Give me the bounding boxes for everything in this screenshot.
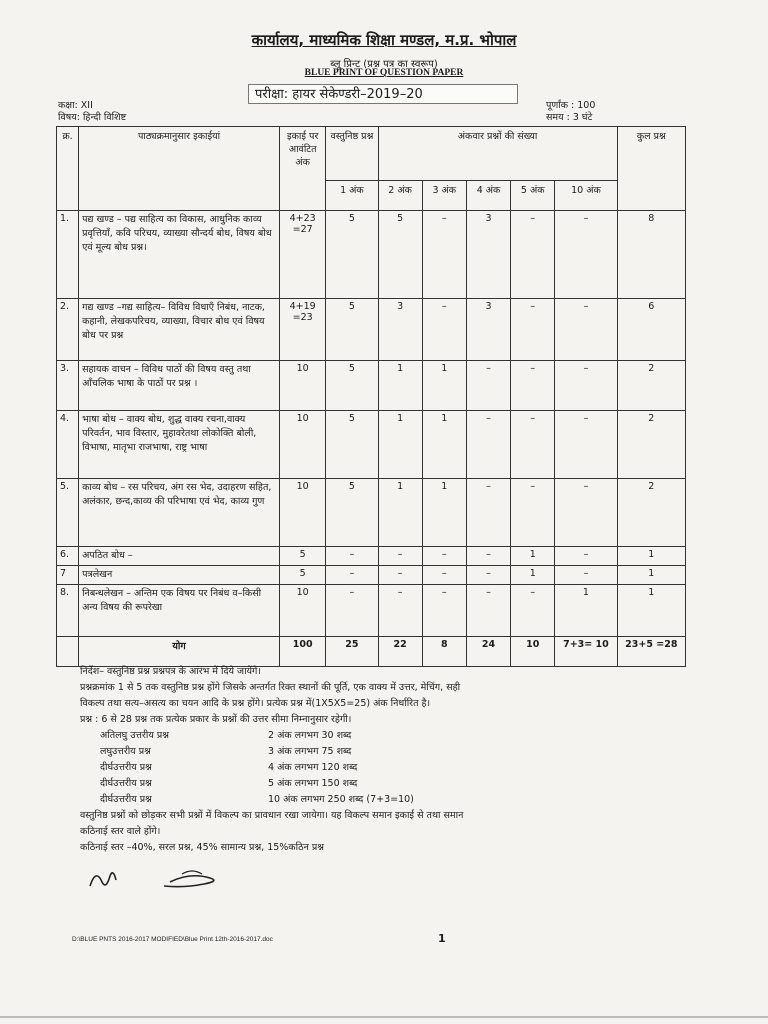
scan-edge-divider	[0, 1016, 768, 1018]
row-m2: –	[378, 585, 422, 637]
row-m5: 1	[511, 547, 555, 566]
row-m5: –	[511, 299, 555, 361]
office-title: कार्यालय, माध्यमिक शिक्षा मण्डल, म.प्र. भोपाल	[251, 31, 517, 49]
table-row	[57, 479, 686, 547]
row-marks: 10	[280, 585, 326, 637]
row-sno: 8.	[57, 585, 79, 637]
question-type: लघुउत्तरीय प्रश्न	[100, 746, 151, 757]
note-line: कठिनाई स्तर वाले होंगे।	[80, 826, 161, 837]
table-row	[57, 585, 686, 637]
row-marks: 4+19 =23	[280, 299, 326, 361]
row-m5: –	[511, 411, 555, 479]
length-spec: 10 अंक लगभग 250 शब्द (7+3=10)	[268, 794, 414, 805]
instructions	[80, 664, 720, 856]
question-type: दीर्घउत्तरीय प्रश्न	[100, 794, 152, 805]
row-m3: 1	[422, 411, 466, 479]
file-path: D:\BLUE PNTS 2016-2017 MODIFIED\Blue Print 12th-2016-2017.doc	[72, 936, 273, 943]
row-sno: 5.	[57, 479, 79, 547]
table-row	[57, 299, 686, 361]
row-m3: –	[422, 211, 466, 299]
m4-header: 4 अंक	[466, 181, 510, 211]
marks-wise-header: अंकवार प्रश्नों की संख्या	[378, 127, 617, 181]
table-row	[57, 411, 686, 479]
row-m1: –	[326, 547, 378, 566]
objective-header: वस्तुनिष्ठ प्रश्न	[326, 127, 378, 181]
row-m4: –	[466, 411, 510, 479]
m1-header: 1 अंक	[326, 181, 378, 211]
row-unit: सहायक वाचन – विविध पाठों की विषय वस्तु तथा आँचलिक भाषा के पाठों पर प्रश्न ।	[79, 361, 280, 411]
question-type: दीर्घउत्तरीय प्रश्न	[100, 778, 152, 789]
note-line: कठिनाई स्तर –40%, सरल प्रश्न, 45% सामान्य प्रश्न, 15%कठिन प्रश्न	[80, 842, 325, 853]
total-m1: 25	[326, 637, 378, 667]
question-type: दीर्घउत्तरीय प्रश्न	[100, 762, 152, 773]
max-marks-label: पूर्णांक : 100	[546, 100, 596, 111]
row-m2: 1	[378, 479, 422, 547]
total-m5: 10	[511, 637, 555, 667]
row-unit: पद्य खण्ड – पद्य साहित्य का विकास, आधुनिक काव्य प्रवृत्तियाँ, कवि परिचय, व्याख्या सौन्दर्य बोध, विषय बोध एवं मूल्य बोध प्रश्न।	[79, 211, 280, 299]
note-line: निर्देश– वस्तुनिष्ठ प्रश्न प्रश्नपत्र के आरंभ में दिये जायेंगे।	[80, 666, 261, 677]
row-m5: –	[511, 211, 555, 299]
row-m2: –	[378, 547, 422, 566]
row-marks: 10	[280, 479, 326, 547]
total-label: योग	[79, 637, 280, 667]
row-m10: –	[555, 566, 617, 585]
unit-header: पाठ्यक्रमानुसार इकाईयां	[79, 127, 280, 211]
note-line: प्रश्न : 6 से 28 प्रश्न तक प्रत्येक प्रकार के प्रश्नों की उत्तर सीमा निम्नानुसार रहेगी।	[80, 714, 352, 725]
total-blank-cell	[57, 637, 79, 667]
row-marks: 10	[280, 411, 326, 479]
table-row	[57, 211, 686, 299]
row-m10: –	[555, 211, 617, 299]
row-m2: 3	[378, 299, 422, 361]
m5-header: 5 अंक	[511, 181, 555, 211]
row-m10: –	[555, 299, 617, 361]
blueprint-english-title: BLUE PRINT OF QUESTION PAPER	[304, 68, 464, 78]
row-m5: –	[511, 585, 555, 637]
row-m1: –	[326, 566, 378, 585]
row-total: 1	[617, 547, 685, 566]
row-m3: –	[422, 585, 466, 637]
table-row	[57, 361, 686, 411]
row-total: 6	[617, 299, 685, 361]
row-m10: –	[555, 361, 617, 411]
row-marks: 5	[280, 566, 326, 585]
page-number: 1	[438, 932, 446, 945]
row-total: 1	[617, 566, 685, 585]
row-unit: भाषा बोध – वाक्य बोध, शुद्ध वाक्य रचना,वाक्य परिवर्तन, भाव विस्तार, मुहावरेतथा लोकोक्ति बोली, विभाषा, मातृभा राजभाषा, राष्ट्र भाषा	[79, 411, 280, 479]
total-m4: 24	[466, 637, 510, 667]
blueprint-subtitle: ब्लू प्रिन्ट (प्रश्न पत्र का स्वरूप)	[330, 59, 438, 70]
total-m3: 8	[422, 637, 466, 667]
m2-header: 2 अंक	[378, 181, 422, 211]
blueprint-table	[56, 126, 686, 667]
exam-name-box: परीक्षा: हायर सेकेण्डरी–2019–20	[248, 84, 518, 104]
row-m4: 3	[466, 299, 510, 361]
row-m2: 1	[378, 411, 422, 479]
total-m10: 7+3= 10	[555, 637, 617, 667]
row-marks: 10	[280, 361, 326, 411]
signature-image	[86, 860, 266, 900]
total-total: 23+5 =28	[617, 637, 685, 667]
row-m5: 1	[511, 566, 555, 585]
table-row	[57, 547, 686, 566]
total-header: कुल प्रश्न	[617, 127, 685, 211]
row-total: 2	[617, 361, 685, 411]
row-m3: 1	[422, 361, 466, 411]
header-row	[57, 127, 686, 181]
subject-label: विषय: हिन्दी विशिष्ट	[58, 112, 127, 123]
row-m10: –	[555, 411, 617, 479]
row-total: 8	[617, 211, 685, 299]
row-m5: –	[511, 361, 555, 411]
row-sno: 4.	[57, 411, 79, 479]
row-m4: –	[466, 585, 510, 637]
row-m4: –	[466, 361, 510, 411]
row-m1: 5	[326, 411, 378, 479]
answer-length-item	[80, 792, 720, 808]
row-total: 2	[617, 479, 685, 547]
row-m1: 5	[326, 211, 378, 299]
row-marks: 5	[280, 547, 326, 566]
answer-length-item	[80, 728, 720, 744]
row-sno: 3.	[57, 361, 79, 411]
total-marks: 100	[280, 637, 326, 667]
time-label: समय : 3 घंटे	[546, 112, 593, 123]
note-line: विकल्प तथा सत्य–असत्य का चयन आदि के प्रश्न होंगे। प्रत्येक प्रश्न में(1X5X5=25) अंक निर्धारित है।	[80, 698, 431, 709]
answer-length-item	[80, 760, 720, 776]
total-row	[57, 637, 686, 667]
row-sno: 1.	[57, 211, 79, 299]
row-m10: –	[555, 547, 617, 566]
row-m4: –	[466, 479, 510, 547]
row-total: 2	[617, 411, 685, 479]
total-m2: 22	[378, 637, 422, 667]
marks-header: इकाई पर आवंटित अंक	[280, 127, 326, 211]
m3-header: 3 अंक	[422, 181, 466, 211]
row-m2: 5	[378, 211, 422, 299]
row-m10: –	[555, 479, 617, 547]
note-line: प्रश्नक्रमांक 1 से 5 तक वस्तुनिष्ठ प्रश्न होंगे जिसके अन्तर्गत रिक्त स्थानों की पूर्ति, एक वाक्य में उत्तर, मेचिंग, सही	[80, 682, 461, 693]
row-sno: 6.	[57, 547, 79, 566]
row-sno: 7	[57, 566, 79, 585]
row-sno: 2.	[57, 299, 79, 361]
length-spec: 2 अंक लगभग 30 शब्द	[268, 730, 352, 741]
row-total: 1	[617, 585, 685, 637]
row-m1: 5	[326, 479, 378, 547]
class-label: कक्षा: XII	[58, 100, 93, 111]
row-unit: काव्य बोध – रस परिचय, अंग रस भेद, उदाहरण सहित, अलंकार, छन्द,काव्य की परिभाषा एवं भेद, काव्य गुण	[79, 479, 280, 547]
row-unit: निबन्धलेखन – अन्तिम एक विषय पर निबंध व–किसी अन्य विषय की रूपरेखा	[79, 585, 280, 637]
length-spec: 3 अंक लगभग 75 शब्द	[268, 746, 352, 757]
row-m1: –	[326, 585, 378, 637]
row-m3: –	[422, 299, 466, 361]
row-unit: पत्रलेखन	[79, 566, 280, 585]
table-row	[57, 566, 686, 585]
answer-length-item	[80, 776, 720, 792]
question-type: अतिलघु उत्तरीय प्रश्न	[100, 730, 169, 741]
row-unit: अपठित बोध –	[79, 547, 280, 566]
row-marks: 4+23 =27	[280, 211, 326, 299]
row-m5: –	[511, 479, 555, 547]
row-m4: –	[466, 566, 510, 585]
row-m3: –	[422, 547, 466, 566]
row-m10: 1	[555, 585, 617, 637]
note-line: वस्तुनिष्ठ प्रश्नों को छोड़कर सभी प्रश्नों में विकल्प का प्रावधान रखा जायेगा। यह विकल्प समान इकाई से तथा समान	[80, 810, 464, 821]
row-m1: 5	[326, 361, 378, 411]
length-spec: 5 अंक लगभग 150 शब्द	[268, 778, 358, 789]
length-spec: 4 अंक लगभग 120 शब्द	[268, 762, 358, 773]
m10-header: 10 अंक	[555, 181, 617, 211]
row-m2: –	[378, 566, 422, 585]
answer-length-list	[80, 728, 720, 808]
row-m4: –	[466, 547, 510, 566]
row-m4: 3	[466, 211, 510, 299]
answer-length-item	[80, 744, 720, 760]
sno-header: क्र.	[57, 127, 79, 211]
row-m3: –	[422, 566, 466, 585]
row-unit: गद्य खण्ड –गद्य साहित्य– विविध विधाएँ निबंध, नाटक, कहानी, लेखकपरिचय, व्याख्या, विचार बोध एवं विषय बोध पर प्रश्न	[79, 299, 280, 361]
row-m2: 1	[378, 361, 422, 411]
row-m1: 5	[326, 299, 378, 361]
row-m3: 1	[422, 479, 466, 547]
